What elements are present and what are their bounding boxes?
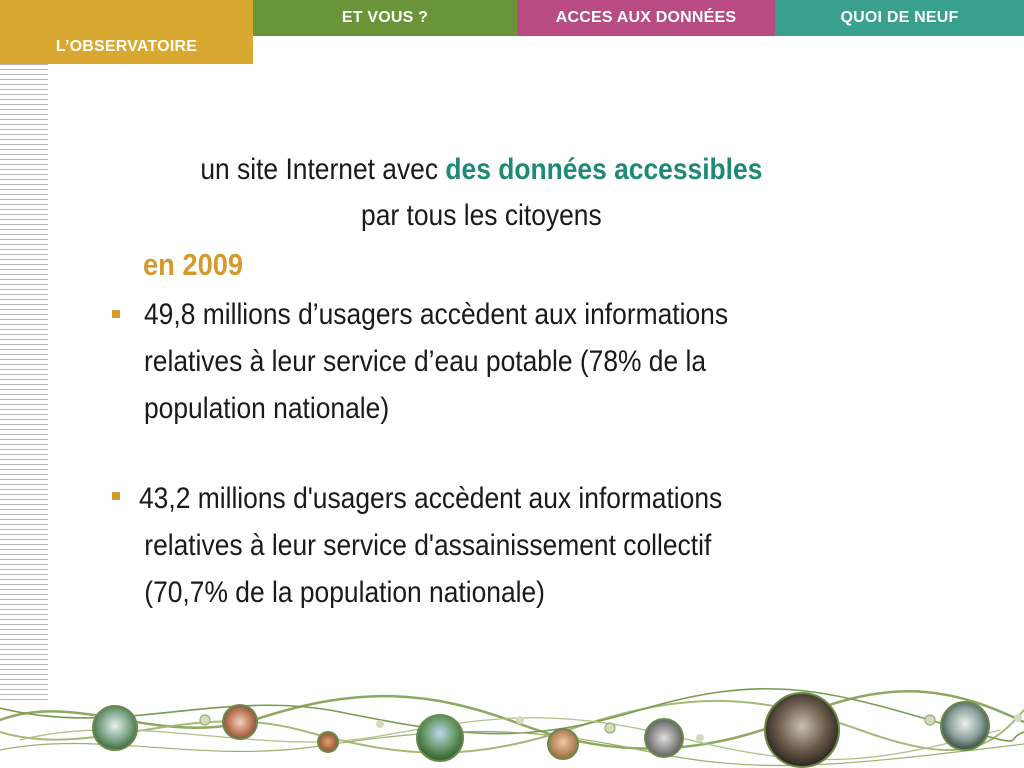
headline-accent-text: des données accessibles bbox=[445, 153, 763, 186]
treatment-photo-icon bbox=[941, 702, 989, 750]
decorative-vine-band bbox=[0, 680, 1024, 768]
landscape-photo-icon bbox=[548, 729, 578, 759]
bullet-square-icon bbox=[112, 310, 120, 318]
headline-line-2: par tous les citoyens bbox=[361, 199, 602, 232]
year-label: en 2009 bbox=[143, 247, 244, 282]
village-photo-icon bbox=[417, 715, 463, 761]
pump-photo-icon bbox=[645, 719, 683, 757]
bullet-line: 43,2 millions d'usagers accèdent aux informations bbox=[139, 482, 723, 515]
nav-tab-quoi-de-neuf[interactable]: QUOI DE NEUF bbox=[775, 0, 1024, 36]
nav-tab-acces-aux-donnees[interactable]: ACCES AUX DONNÉES bbox=[517, 0, 775, 36]
bullet-square-icon bbox=[112, 492, 120, 500]
bullet-item-eau-potable bbox=[144, 291, 728, 432]
headline-text: un site Internet avec bbox=[200, 153, 446, 186]
bullet-line: population nationale) bbox=[144, 392, 390, 425]
pipe-photo-icon bbox=[318, 732, 338, 752]
nav-tab-observatoire[interactable]: L’OBSERVATOIRE bbox=[0, 0, 253, 64]
bullet-line: relatives à leur service d'assainissement collectif bbox=[144, 529, 712, 562]
bullet-line: 49,8 millions d’usagers accèdent aux informations bbox=[144, 298, 729, 331]
bullet-line: (70,7% de la population nationale) bbox=[144, 576, 545, 609]
waterfall-photo-icon bbox=[93, 706, 137, 750]
machinery-photo-icon bbox=[765, 693, 839, 767]
building-photo-icon bbox=[223, 705, 257, 739]
nav-tab-et-vous[interactable]: ET VOUS ? bbox=[253, 0, 517, 36]
bullet-line: relatives à leur service d’eau potable (78% de la bbox=[144, 345, 707, 378]
headline-line-1 bbox=[0, 153, 963, 187]
bullet-item-assainissement bbox=[139, 475, 722, 616]
